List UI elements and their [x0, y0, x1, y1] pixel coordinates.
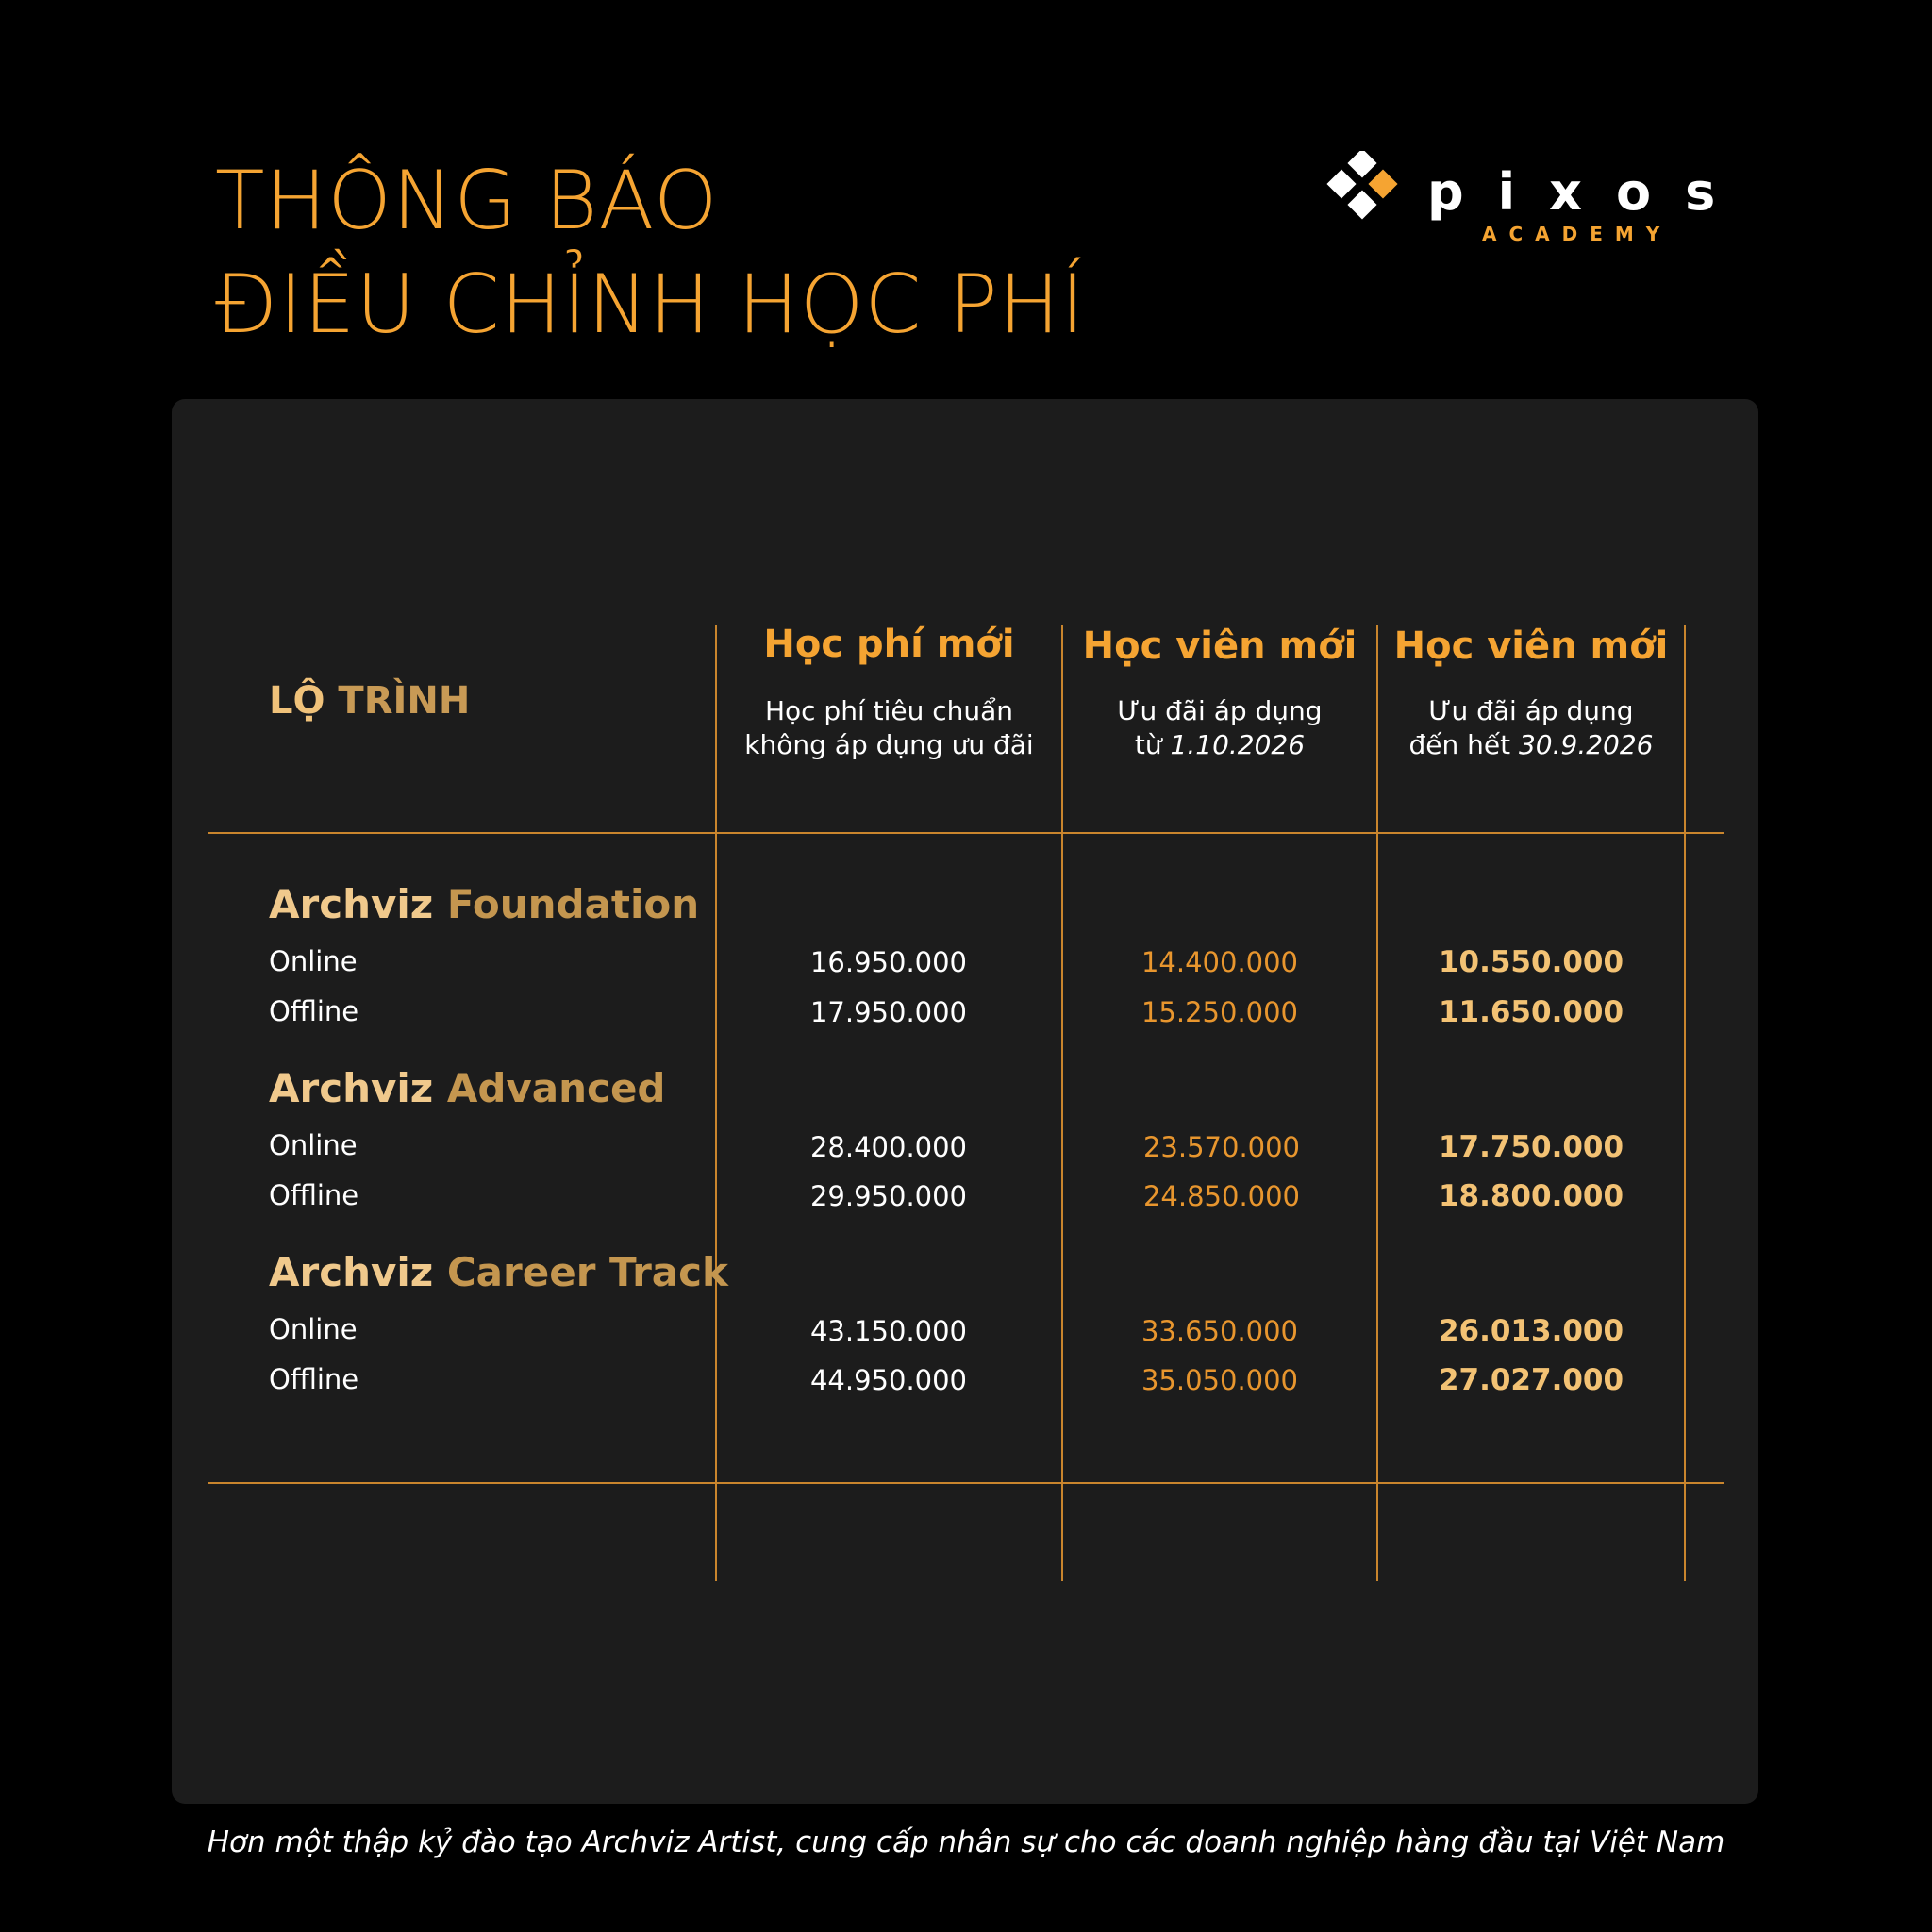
course-title: Archviz Career Track: [269, 1249, 728, 1295]
price-standard: 28.400.000: [809, 1131, 968, 1163]
price-standard: 29.950.000: [809, 1180, 968, 1212]
column-header-until-sep: Học viên mới: [1393, 625, 1669, 668]
column-subtitle-standard: Học phí tiêu chuẩn không áp dụng ưu đãi: [744, 695, 1034, 760]
price-standard: 44.950.000: [809, 1364, 968, 1396]
diamond-cluster-icon: [1325, 151, 1410, 236]
price-from-oct: 33.650.000: [1141, 1315, 1299, 1347]
price-from-oct: 14.400.000: [1141, 946, 1299, 978]
price-from-oct: 24.850.000: [1142, 1180, 1301, 1212]
page-title: [215, 149, 1086, 357]
divider: [715, 625, 717, 1581]
mode-label: Online: [269, 1313, 358, 1345]
pixos-academy-logo: [1325, 151, 1750, 245]
price-from-oct: 23.570.000: [1142, 1131, 1301, 1163]
course-title: Archviz Advanced: [269, 1065, 666, 1111]
course-title: Archviz Foundation: [269, 881, 700, 927]
price-until-sep: 10.550.000: [1438, 945, 1624, 979]
price-standard: 16.950.000: [809, 946, 968, 978]
price-from-oct: 35.050.000: [1141, 1364, 1299, 1396]
divider: [1684, 625, 1686, 1581]
title-line-2: ĐIỀU CHỈNH HỌC PHÍ: [215, 258, 1086, 352]
title-line-1: THÔNG BÁO: [215, 154, 719, 248]
mode-label: Offline: [269, 1179, 359, 1211]
price-until-sep: 18.800.000: [1438, 1179, 1624, 1213]
mode-label: Offline: [269, 1363, 359, 1395]
price-until-sep: 27.027.000: [1438, 1363, 1624, 1397]
price-until-sep: 17.750.000: [1438, 1130, 1624, 1164]
divider: [1376, 625, 1378, 1581]
price-standard: 17.950.000: [809, 996, 968, 1028]
logo-wordmark: pixos: [1427, 162, 1750, 222]
mode-label: Online: [269, 945, 358, 977]
mode-label: Offline: [269, 995, 359, 1027]
route-column-header: LỘ TRÌNH: [269, 679, 471, 723]
column-header-standard: Học phí mới: [763, 623, 1015, 666]
price-until-sep: 11.650.000: [1438, 995, 1624, 1029]
divider: [208, 832, 1724, 834]
logo-subtitle: ACADEMY: [1482, 223, 1673, 245]
column-subtitle-from-oct: Ưu đãi áp dụng từ 1.10.2026: [1117, 695, 1323, 760]
divider: [208, 1482, 1724, 1484]
divider: [1061, 625, 1063, 1581]
column-header-from-oct: Học viên mới: [1082, 625, 1357, 668]
price-until-sep: 26.013.000: [1438, 1314, 1624, 1348]
footer-tagline: Hơn một thập kỷ đào tạo Archviz Artist, cung cấp nhân sự cho các doanh nghiệp hàng đầu tại Việt Nam: [207, 1825, 1725, 1859]
price-standard: 43.150.000: [809, 1315, 968, 1347]
price-from-oct: 15.250.000: [1141, 996, 1299, 1028]
column-subtitle-until-sep: Ưu đãi áp dụng đến hết 30.9.2026: [1408, 695, 1654, 760]
mode-label: Online: [269, 1129, 358, 1161]
